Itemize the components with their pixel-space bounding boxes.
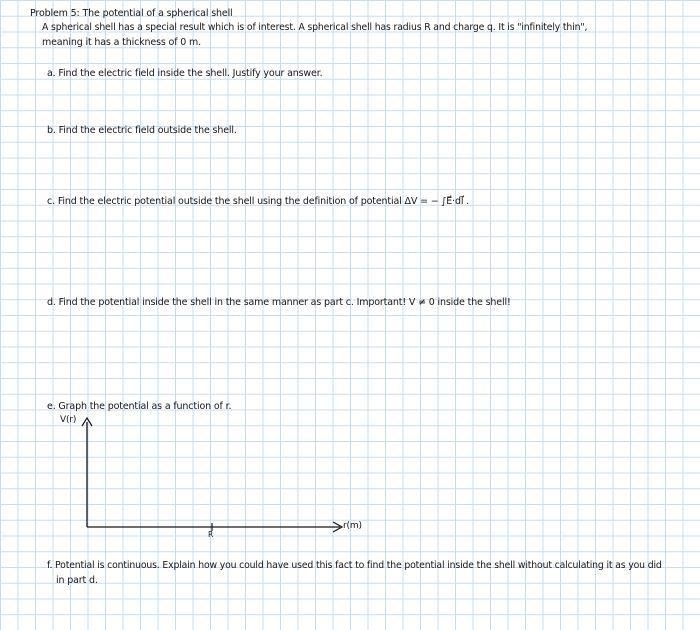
problem-intro-line-2: meaning it has a thickness of 0 m.	[42, 37, 201, 48]
part-a-prompt: a. Find the electric field inside the shell. Justify your answer.	[47, 68, 323, 79]
part-d-prompt: d. Find the potential inside the shell in the same manner as part c. Important! V ≠ 0 inside the shell!	[47, 297, 511, 308]
part-c-prompt: c. Find the electric potential outside the shell using the definition of potential ΔV = − ∫E⃗·dl⃗ .	[47, 196, 470, 207]
part-e-prompt: e. Graph the potential as a function of r.	[47, 401, 232, 412]
x-axis-label: r(m)	[343, 521, 362, 531]
part-f-prompt-line-1: f. Potential is continuous. Explain how you could have used this fact to find the potential inside the shell without calculating it as you did	[47, 560, 662, 571]
y-axis-label: V(r)	[60, 415, 77, 425]
part-f-prompt-line-2: in part d.	[56, 575, 98, 586]
problem-title: Problem 5: The potential of a spherical shell	[30, 8, 233, 19]
problem-intro-line-1: A spherical shell has a special result which is of interest. A spherical shell has radius R and charge q. It is "infinitely thin",	[42, 22, 588, 33]
r-tick-label: R	[208, 530, 214, 539]
part-b-prompt: b. Find the electric field outside the shell.	[47, 125, 237, 136]
